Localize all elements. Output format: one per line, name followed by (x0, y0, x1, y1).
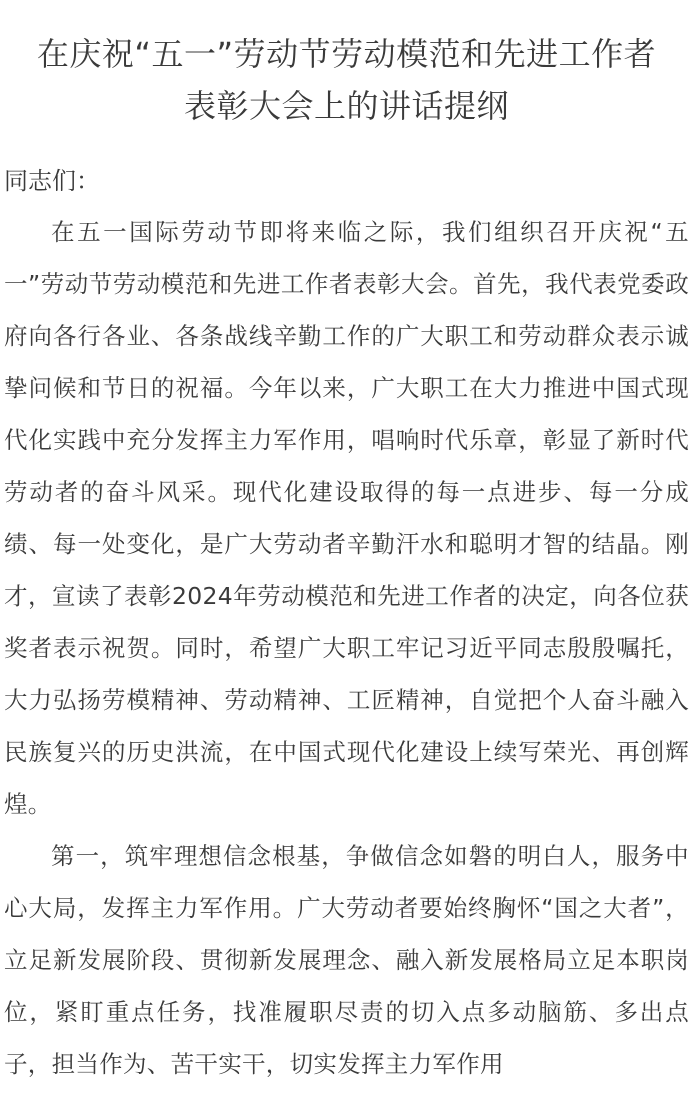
salutation: 同志们： (4, 167, 100, 195)
body-text (0, 206, 693, 1090)
paragraph-opening: 在五一国际劳动节即将来临之际，我们组织召开庆祝“五一”劳动节劳动模范和先进工作者表彰大会。首先，我代表党委政府向各行各业、各条战线辛勤工作的广大职工和劳动群众表示诚挚问候和节日的祝福。今年以来，广大职工在大力推进中国式现代化实践中充分发挥主力军作用，唱响时代乐章，彰显了新时代劳动者的奋斗风采。现代化建设取得的每一点进步、每一分成绩、每一处变化，是广大劳动者辛勤汗水和聪明才智的结晶。刚才，宣读了表彰2024年劳动模范和先进工作者的决定，向各位获奖者表示祝贺。同时，希望广大职工牢记习近平同志殷殷嘱托，大力弘扬劳模精神、劳动精神、工匠精神，自觉把个人奋斗融入民族复兴的历史洪流，在中国式现代化建设上续写荣光、再创辉煌。 (4, 218, 689, 818)
paragraph-first-point: 第一，筑牢理想信念根基，争做信念如磐的明白人，服务中心大局，发挥主力军作用。广大劳动者要始终胸怀“国之大者”，立足新发展阶段、贯彻新发展理念、融入新发展格局立足本职岗位，紧盯重点任务，找准履职尽责的切入点多动脑筋、多出点子，担当作为、苦干实干，切实发挥主力军作用 (4, 842, 689, 1078)
document-title (0, 0, 693, 132)
document-title-line-1: 在庆祝“五一”劳动节劳动模范和先进工作者 (36, 35, 657, 73)
document-title-line-2: 表彰大会上的讲话提纲 (183, 87, 509, 125)
